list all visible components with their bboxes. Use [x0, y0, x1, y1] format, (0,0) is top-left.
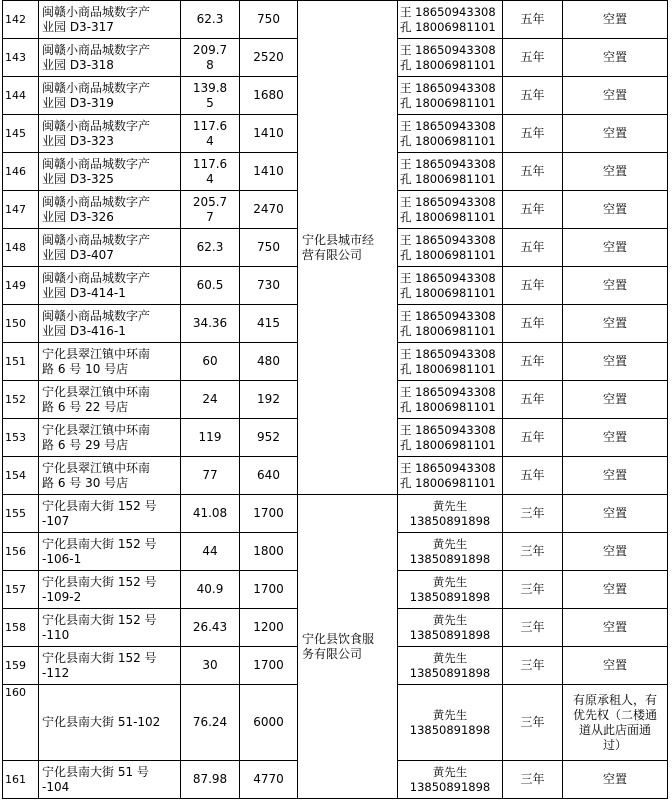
status-note: [563, 343, 668, 381]
area-value-line: 34.36: [192, 316, 228, 330]
status-note-line: 空置: [602, 88, 627, 102]
area-value-line: 60: [202, 354, 218, 368]
area-value: [181, 419, 240, 457]
property-name-line: 宁化县南大街 152 号: [42, 536, 157, 551]
owner-company: [298, 1, 398, 495]
lease-term: 五年: [503, 191, 563, 229]
status-note-line: 空置: [602, 468, 627, 482]
property-name: [39, 457, 181, 495]
contact-info-line: 孔 18006981101: [400, 361, 496, 376]
area-value-line: 5: [206, 95, 214, 110]
row-number: 155: [3, 495, 39, 533]
area-value: [181, 115, 240, 153]
property-name: [39, 533, 181, 571]
contact-info-line: 王 18650943308: [400, 42, 496, 57]
contact-info: [398, 39, 503, 77]
area-value-line: 24: [202, 392, 218, 406]
property-name-line: 闽赣小商品城数字产: [42, 4, 151, 19]
contact-info: [398, 1, 503, 39]
property-name-line: 宁化县翠江镇中环南: [42, 384, 151, 399]
rent-value: 2520: [240, 39, 298, 77]
status-note-line: 有原承租人，有: [572, 692, 657, 707]
row-number: 143: [3, 39, 39, 77]
property-name-line: -109-2: [42, 589, 82, 604]
contact-info: [398, 419, 503, 457]
area-value: [181, 495, 240, 533]
contact-info-line: 孔 18006981101: [400, 57, 496, 72]
lease-term: 三年: [503, 571, 563, 609]
status-note: [563, 457, 668, 495]
property-name-line: 业园 D3-319: [42, 95, 114, 110]
listing-table: [2, 0, 668, 799]
property-name-line: 宁化县南大街 152 号: [42, 498, 157, 513]
property-name: [39, 153, 181, 191]
owner-company-line: 宁化县饮食服: [302, 631, 375, 646]
property-name-line: 闽赣小商品城数字产: [42, 232, 151, 247]
status-note-line: 过）: [602, 737, 627, 752]
lease-term: 三年: [503, 533, 563, 571]
status-note: [563, 267, 668, 305]
owner-company-line: 务有限公司: [302, 646, 363, 661]
row-number: 160: [3, 685, 39, 761]
owner-company-line: 宁化县城市经: [302, 232, 375, 247]
contact-info-line: 黄先生: [432, 707, 468, 722]
rent-value: 1700: [240, 495, 298, 533]
status-note-line: 空置: [602, 126, 627, 140]
property-name-line: 宁化县翠江镇中环南: [42, 460, 151, 475]
lease-term: 五年: [503, 229, 563, 267]
rent-value: 1680: [240, 77, 298, 115]
property-name-line: 业园 D3-323: [42, 133, 114, 148]
contact-info-line: 王 18650943308: [400, 156, 496, 171]
area-value-line: 44: [202, 544, 218, 558]
rent-value: 1700: [240, 647, 298, 685]
area-value-line: 119: [198, 430, 222, 444]
property-name: [39, 495, 181, 533]
rent-value: 640: [240, 457, 298, 495]
lease-term: 五年: [503, 1, 563, 39]
contact-info: [398, 495, 503, 533]
status-note: [563, 1, 668, 39]
rent-value: 2470: [240, 191, 298, 229]
rent-value: 750: [240, 229, 298, 267]
table-row: [3, 495, 668, 533]
contact-info: [398, 305, 503, 343]
lease-term: 三年: [503, 647, 563, 685]
status-note-line: 空置: [602, 392, 627, 406]
area-value: [181, 39, 240, 77]
area-value-line: 4: [206, 133, 214, 148]
property-name-line: 闽赣小商品城数字产: [42, 308, 151, 323]
status-note: [563, 419, 668, 457]
area-value-line: 76.24: [192, 715, 228, 729]
lease-term: 三年: [503, 685, 563, 761]
property-name: [39, 685, 181, 761]
property-name-line: 宁化县南大街 152 号: [42, 612, 157, 627]
row-number: 144: [3, 77, 39, 115]
area-value-line: 8: [206, 57, 214, 72]
property-name-line: 业园 D3-318: [42, 57, 114, 72]
status-note: [563, 609, 668, 647]
area-value-line: 40.9: [196, 582, 224, 596]
contact-info-line: 孔 18006981101: [400, 285, 496, 300]
area-value-line: 139.8: [192, 80, 228, 95]
row-number: 161: [3, 761, 39, 799]
property-name-line: 路 6 号 22 号店: [42, 399, 129, 414]
rent-value: 1200: [240, 609, 298, 647]
contact-info-line: 孔 18006981101: [400, 247, 496, 262]
property-name-line: 业园 D3-407: [42, 247, 114, 262]
contact-info: [398, 153, 503, 191]
property-name: [39, 761, 181, 799]
area-value-line: 205.7: [192, 194, 228, 209]
property-name-line: 宁化县翠江镇中环南: [42, 346, 151, 361]
lease-term: 五年: [503, 153, 563, 191]
property-name-line: 业园 D3-416-1: [42, 323, 126, 338]
property-name: [39, 229, 181, 267]
property-name-line: 宁化县南大街 51-102: [42, 715, 161, 729]
status-note-line: 空置: [602, 658, 627, 672]
contact-info-line: 王 18650943308: [400, 80, 496, 95]
property-name-line: -112: [42, 665, 70, 680]
area-value-line: 117.6: [192, 118, 228, 133]
row-number: 151: [3, 343, 39, 381]
rent-value: 750: [240, 1, 298, 39]
status-note-line: 道从此店面通: [578, 722, 651, 737]
row-number: 157: [3, 571, 39, 609]
rent-value: 730: [240, 267, 298, 305]
row-number: 149: [3, 267, 39, 305]
area-value: [181, 191, 240, 229]
contact-info-line: 孔 18006981101: [400, 171, 496, 186]
property-name: [39, 343, 181, 381]
status-note-line: 优先权（二楼通: [572, 707, 657, 722]
property-name: [39, 381, 181, 419]
rent-value: 6000: [240, 685, 298, 761]
row-number: 154: [3, 457, 39, 495]
row-number: 147: [3, 191, 39, 229]
area-value: [181, 77, 240, 115]
area-value-line: 62.3: [196, 240, 224, 254]
lease-term: 五年: [503, 419, 563, 457]
property-name: [39, 419, 181, 457]
area-value-line: 87.98: [192, 772, 228, 786]
property-name: [39, 647, 181, 685]
area-value: [181, 609, 240, 647]
status-note-line: 空置: [602, 240, 627, 254]
property-name: [39, 305, 181, 343]
row-number: 148: [3, 229, 39, 267]
status-note-line: 空置: [602, 544, 627, 558]
rent-value: 4770: [240, 761, 298, 799]
property-name-line: -110: [42, 627, 70, 642]
status-note-line: 空置: [602, 620, 627, 634]
contact-info-line: 王 18650943308: [400, 346, 496, 361]
status-note: [563, 77, 668, 115]
contact-info: [398, 533, 503, 571]
property-name-line: 宁化县南大街 152 号: [42, 650, 157, 665]
status-note-line: 空置: [602, 164, 627, 178]
contact-info: [398, 343, 503, 381]
property-name-line: 宁化县南大街 152 号: [42, 574, 157, 589]
contact-info-line: 王 18650943308: [400, 422, 496, 437]
rent-value: 192: [240, 381, 298, 419]
lease-term: 五年: [503, 343, 563, 381]
property-name-line: 闽赣小商品城数字产: [42, 42, 151, 57]
contact-info-line: 孔 18006981101: [400, 95, 496, 110]
contact-info: [398, 457, 503, 495]
status-note: [563, 115, 668, 153]
contact-info: [398, 77, 503, 115]
property-name: [39, 267, 181, 305]
table-row: [3, 1, 668, 39]
status-note: [563, 305, 668, 343]
area-value-line: 30: [202, 658, 218, 672]
property-name-line: 宁化县翠江镇中环南: [42, 422, 151, 437]
contact-info: [398, 381, 503, 419]
status-note: [563, 381, 668, 419]
area-value-line: 26.43: [192, 620, 228, 634]
status-note-line: 空置: [602, 430, 627, 444]
rent-value: 1410: [240, 115, 298, 153]
property-name: [39, 571, 181, 609]
contact-info-line: 孔 18006981101: [400, 19, 496, 34]
contact-info-line: 黄先生: [432, 612, 468, 627]
contact-info-line: 孔 18006981101: [400, 475, 496, 490]
row-number: 150: [3, 305, 39, 343]
property-name-line: 路 6 号 29 号店: [42, 437, 129, 452]
area-value: [181, 685, 240, 761]
contact-info: [398, 761, 503, 799]
rent-value: 1700: [240, 571, 298, 609]
rent-value: 1800: [240, 533, 298, 571]
contact-info-line: 王 18650943308: [400, 308, 496, 323]
status-note: [563, 495, 668, 533]
status-note-line: 空置: [602, 506, 627, 520]
area-value-line: 209.7: [192, 42, 228, 57]
area-value-line: 60.5: [196, 278, 224, 292]
area-value: [181, 381, 240, 419]
property-name-line: 宁化县南大街 51 号: [42, 764, 149, 779]
status-note: [563, 153, 668, 191]
contact-info: [398, 267, 503, 305]
area-value: [181, 267, 240, 305]
contact-info: [398, 685, 503, 761]
row-number: 142: [3, 1, 39, 39]
area-value: [181, 571, 240, 609]
area-value: [181, 305, 240, 343]
status-note-line: 空置: [602, 202, 627, 216]
area-value-line: 117.6: [192, 156, 228, 171]
row-number: 156: [3, 533, 39, 571]
property-name-line: 路 6 号 10 号店: [42, 361, 129, 376]
property-name-line: 业园 D3-317: [42, 19, 114, 34]
contact-info-line: 王 18650943308: [400, 232, 496, 247]
area-value-line: 7: [206, 209, 214, 224]
property-name-line: -107: [42, 513, 70, 528]
property-name-line: 路 6 号 30 号店: [42, 475, 129, 490]
contact-info-line: 王 18650943308: [400, 270, 496, 285]
area-value-line: 62.3: [196, 12, 224, 26]
status-note-line: 空置: [602, 582, 627, 596]
rent-value: 952: [240, 419, 298, 457]
status-note: [563, 229, 668, 267]
status-note: [563, 571, 668, 609]
contact-info-line: 孔 18006981101: [400, 133, 496, 148]
contact-info-line: 黄先生: [432, 764, 468, 779]
property-name-line: 业园 D3-414-1: [42, 285, 126, 300]
lease-term: 三年: [503, 761, 563, 799]
area-value: [181, 533, 240, 571]
contact-info: [398, 571, 503, 609]
status-note-line: 空置: [602, 278, 627, 292]
row-number: 159: [3, 647, 39, 685]
row-number: 153: [3, 419, 39, 457]
row-number: 152: [3, 381, 39, 419]
contact-info-line: 黄先生: [432, 536, 468, 551]
contact-info-line: 孔 18006981101: [400, 399, 496, 414]
contact-info-line: 13850891898: [409, 722, 491, 737]
contact-info-line: 黄先生: [432, 498, 468, 513]
contact-info-line: 王 18650943308: [400, 4, 496, 19]
contact-info-line: 13850891898: [409, 551, 491, 566]
lease-term: 三年: [503, 495, 563, 533]
contact-info-line: 13850891898: [409, 513, 491, 528]
property-name-line: 闽赣小商品城数字产: [42, 80, 151, 95]
contact-info-line: 王 18650943308: [400, 460, 496, 475]
row-number: 146: [3, 153, 39, 191]
property-name: [39, 609, 181, 647]
contact-info-line: 王 18650943308: [400, 194, 496, 209]
area-value: [181, 1, 240, 39]
property-name-line: 闽赣小商品城数字产: [42, 118, 151, 133]
area-value: [181, 153, 240, 191]
owner-company: [298, 495, 398, 799]
contact-info: [398, 647, 503, 685]
area-value-line: 77: [202, 468, 218, 482]
property-name: [39, 115, 181, 153]
area-value: [181, 457, 240, 495]
contact-info-line: 孔 18006981101: [400, 437, 496, 452]
contact-info-line: 孔 18006981101: [400, 209, 496, 224]
rent-value: 480: [240, 343, 298, 381]
rent-value: 1410: [240, 153, 298, 191]
property-name: [39, 1, 181, 39]
row-number: 158: [3, 609, 39, 647]
property-name-line: 闽赣小商品城数字产: [42, 156, 151, 171]
property-name-line: 闽赣小商品城数字产: [42, 270, 151, 285]
contact-info: [398, 229, 503, 267]
property-name-line: -106-1: [42, 551, 82, 566]
contact-info-line: 黄先生: [432, 650, 468, 665]
row-number: 145: [3, 115, 39, 153]
status-note-line: 空置: [602, 316, 627, 330]
lease-term: 五年: [503, 305, 563, 343]
area-value-line: 41.08: [192, 506, 228, 520]
property-name-line: 业园 D3-325: [42, 171, 114, 186]
area-value: [181, 761, 240, 799]
contact-info-line: 王 18650943308: [400, 118, 496, 133]
property-name-line: 闽赣小商品城数字产: [42, 194, 151, 209]
area-value-line: 4: [206, 171, 214, 186]
property-name-line: -104: [42, 779, 70, 794]
contact-info-line: 黄先生: [432, 574, 468, 589]
property-name: [39, 77, 181, 115]
status-note: [563, 647, 668, 685]
area-value: [181, 343, 240, 381]
lease-term: 五年: [503, 457, 563, 495]
area-value: [181, 229, 240, 267]
contact-info: [398, 609, 503, 647]
property-name: [39, 39, 181, 77]
status-note: [563, 685, 668, 761]
status-note-line: 空置: [602, 12, 627, 26]
contact-info-line: 孔 18006981101: [400, 323, 496, 338]
contact-info-line: 王 18650943308: [400, 384, 496, 399]
status-note-line: 空置: [602, 354, 627, 368]
lease-term: 五年: [503, 267, 563, 305]
lease-term: 五年: [503, 115, 563, 153]
contact-info-line: 13850891898: [409, 779, 491, 794]
area-value: [181, 647, 240, 685]
status-note-line: 空置: [602, 50, 627, 64]
rent-value: 415: [240, 305, 298, 343]
contact-info: [398, 115, 503, 153]
lease-term: 五年: [503, 77, 563, 115]
lease-term: 五年: [503, 39, 563, 77]
status-note: [563, 533, 668, 571]
property-name-line: 业园 D3-326: [42, 209, 114, 224]
lease-term: 三年: [503, 609, 563, 647]
table-body: [3, 1, 668, 799]
contact-info-line: 13850891898: [409, 627, 491, 642]
status-note: [563, 191, 668, 229]
property-name: [39, 191, 181, 229]
lease-term: 五年: [503, 381, 563, 419]
contact-info: [398, 191, 503, 229]
status-note-line: 空置: [602, 772, 627, 786]
contact-info-line: 13850891898: [409, 589, 491, 604]
status-note: [563, 39, 668, 77]
status-note: [563, 761, 668, 799]
contact-info-line: 13850891898: [409, 665, 491, 680]
owner-company-line: 营有限公司: [302, 247, 363, 262]
